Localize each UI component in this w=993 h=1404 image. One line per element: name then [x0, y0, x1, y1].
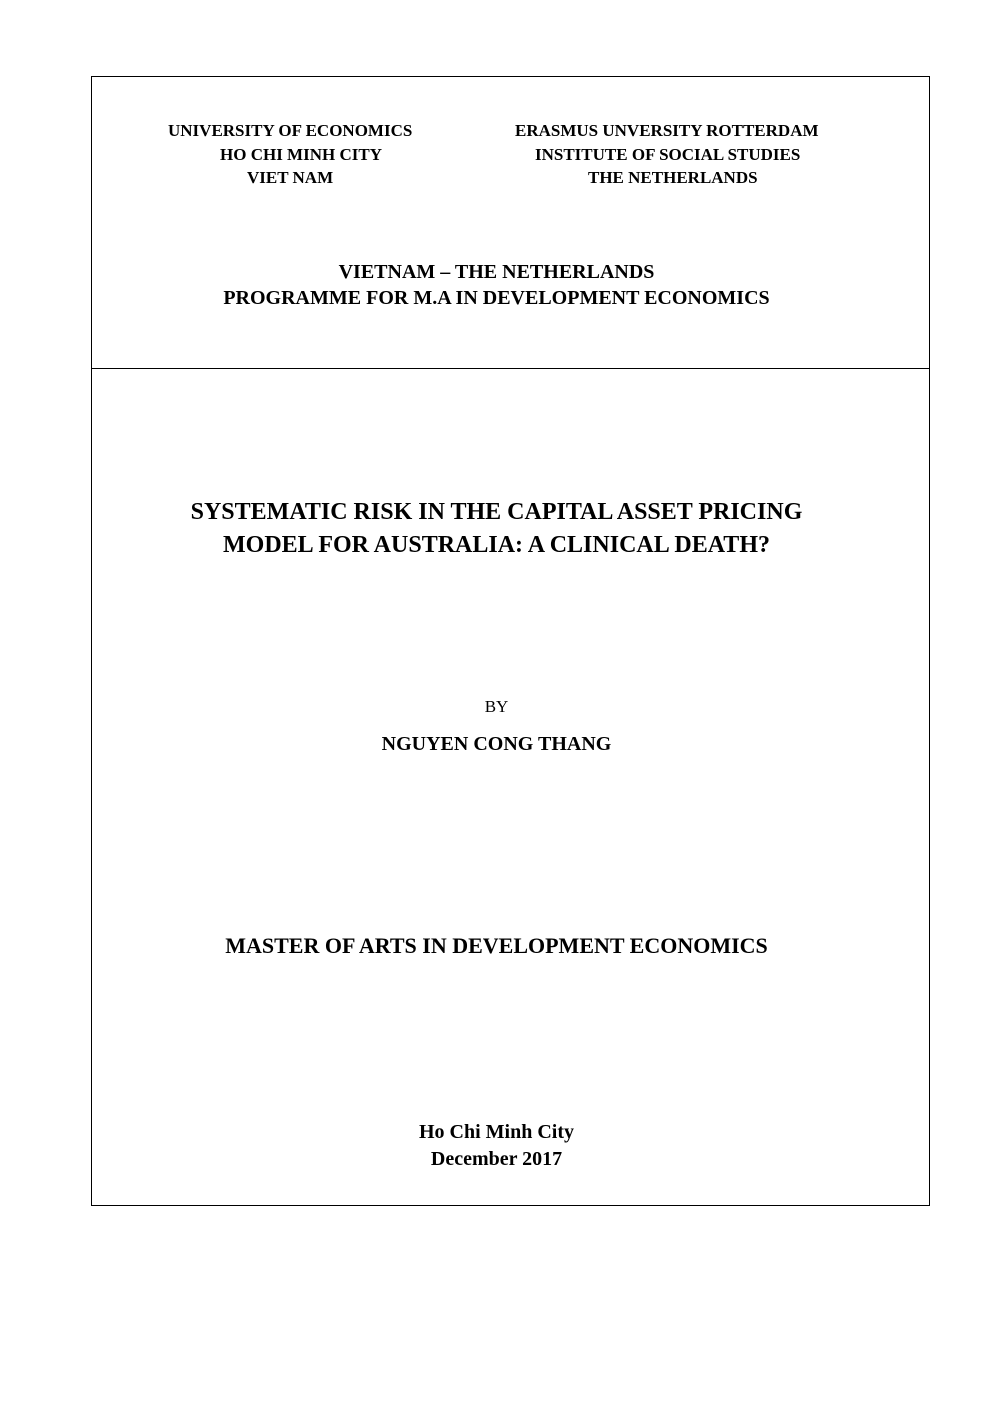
thesis-title-line-2: MODEL FOR AUSTRALIA: A CLINICAL DEATH? — [223, 532, 770, 558]
date: December 2017 — [430, 1148, 563, 1170]
author-name: NGUYEN CONG THANG — [381, 733, 612, 755]
right-institution-line-2: INSTITUTE OF SOCIAL STUDIES — [535, 145, 801, 164]
right-institution-line-1: ERASMUS UNVERSITY ROTTERDAM — [515, 121, 819, 140]
header-divider — [91, 368, 930, 369]
programme-line-2: PROGRAMME FOR M.A IN DEVELOPMENT ECONOMICS — [223, 287, 770, 309]
left-institution-line-3: VIET NAM — [247, 168, 334, 187]
place: Ho Chi Minh City — [418, 1121, 575, 1143]
cover-frame — [91, 76, 930, 1206]
by-label: BY — [484, 697, 509, 716]
programme-line-1: VIETNAM – THE NETHERLANDS — [338, 261, 655, 283]
right-institution-line-3: THE NETHERLANDS — [588, 168, 758, 187]
left-institution-line-2: HO CHI MINH CITY — [220, 145, 382, 164]
degree-title: MASTER OF ARTS IN DEVELOPMENT ECONOMICS — [225, 933, 768, 958]
thesis-title-line-1: SYSTEMATIC RISK IN THE CAPITAL ASSET PRICING — [190, 499, 803, 525]
left-institution-line-1: UNIVERSITY OF ECONOMICS — [168, 121, 413, 140]
